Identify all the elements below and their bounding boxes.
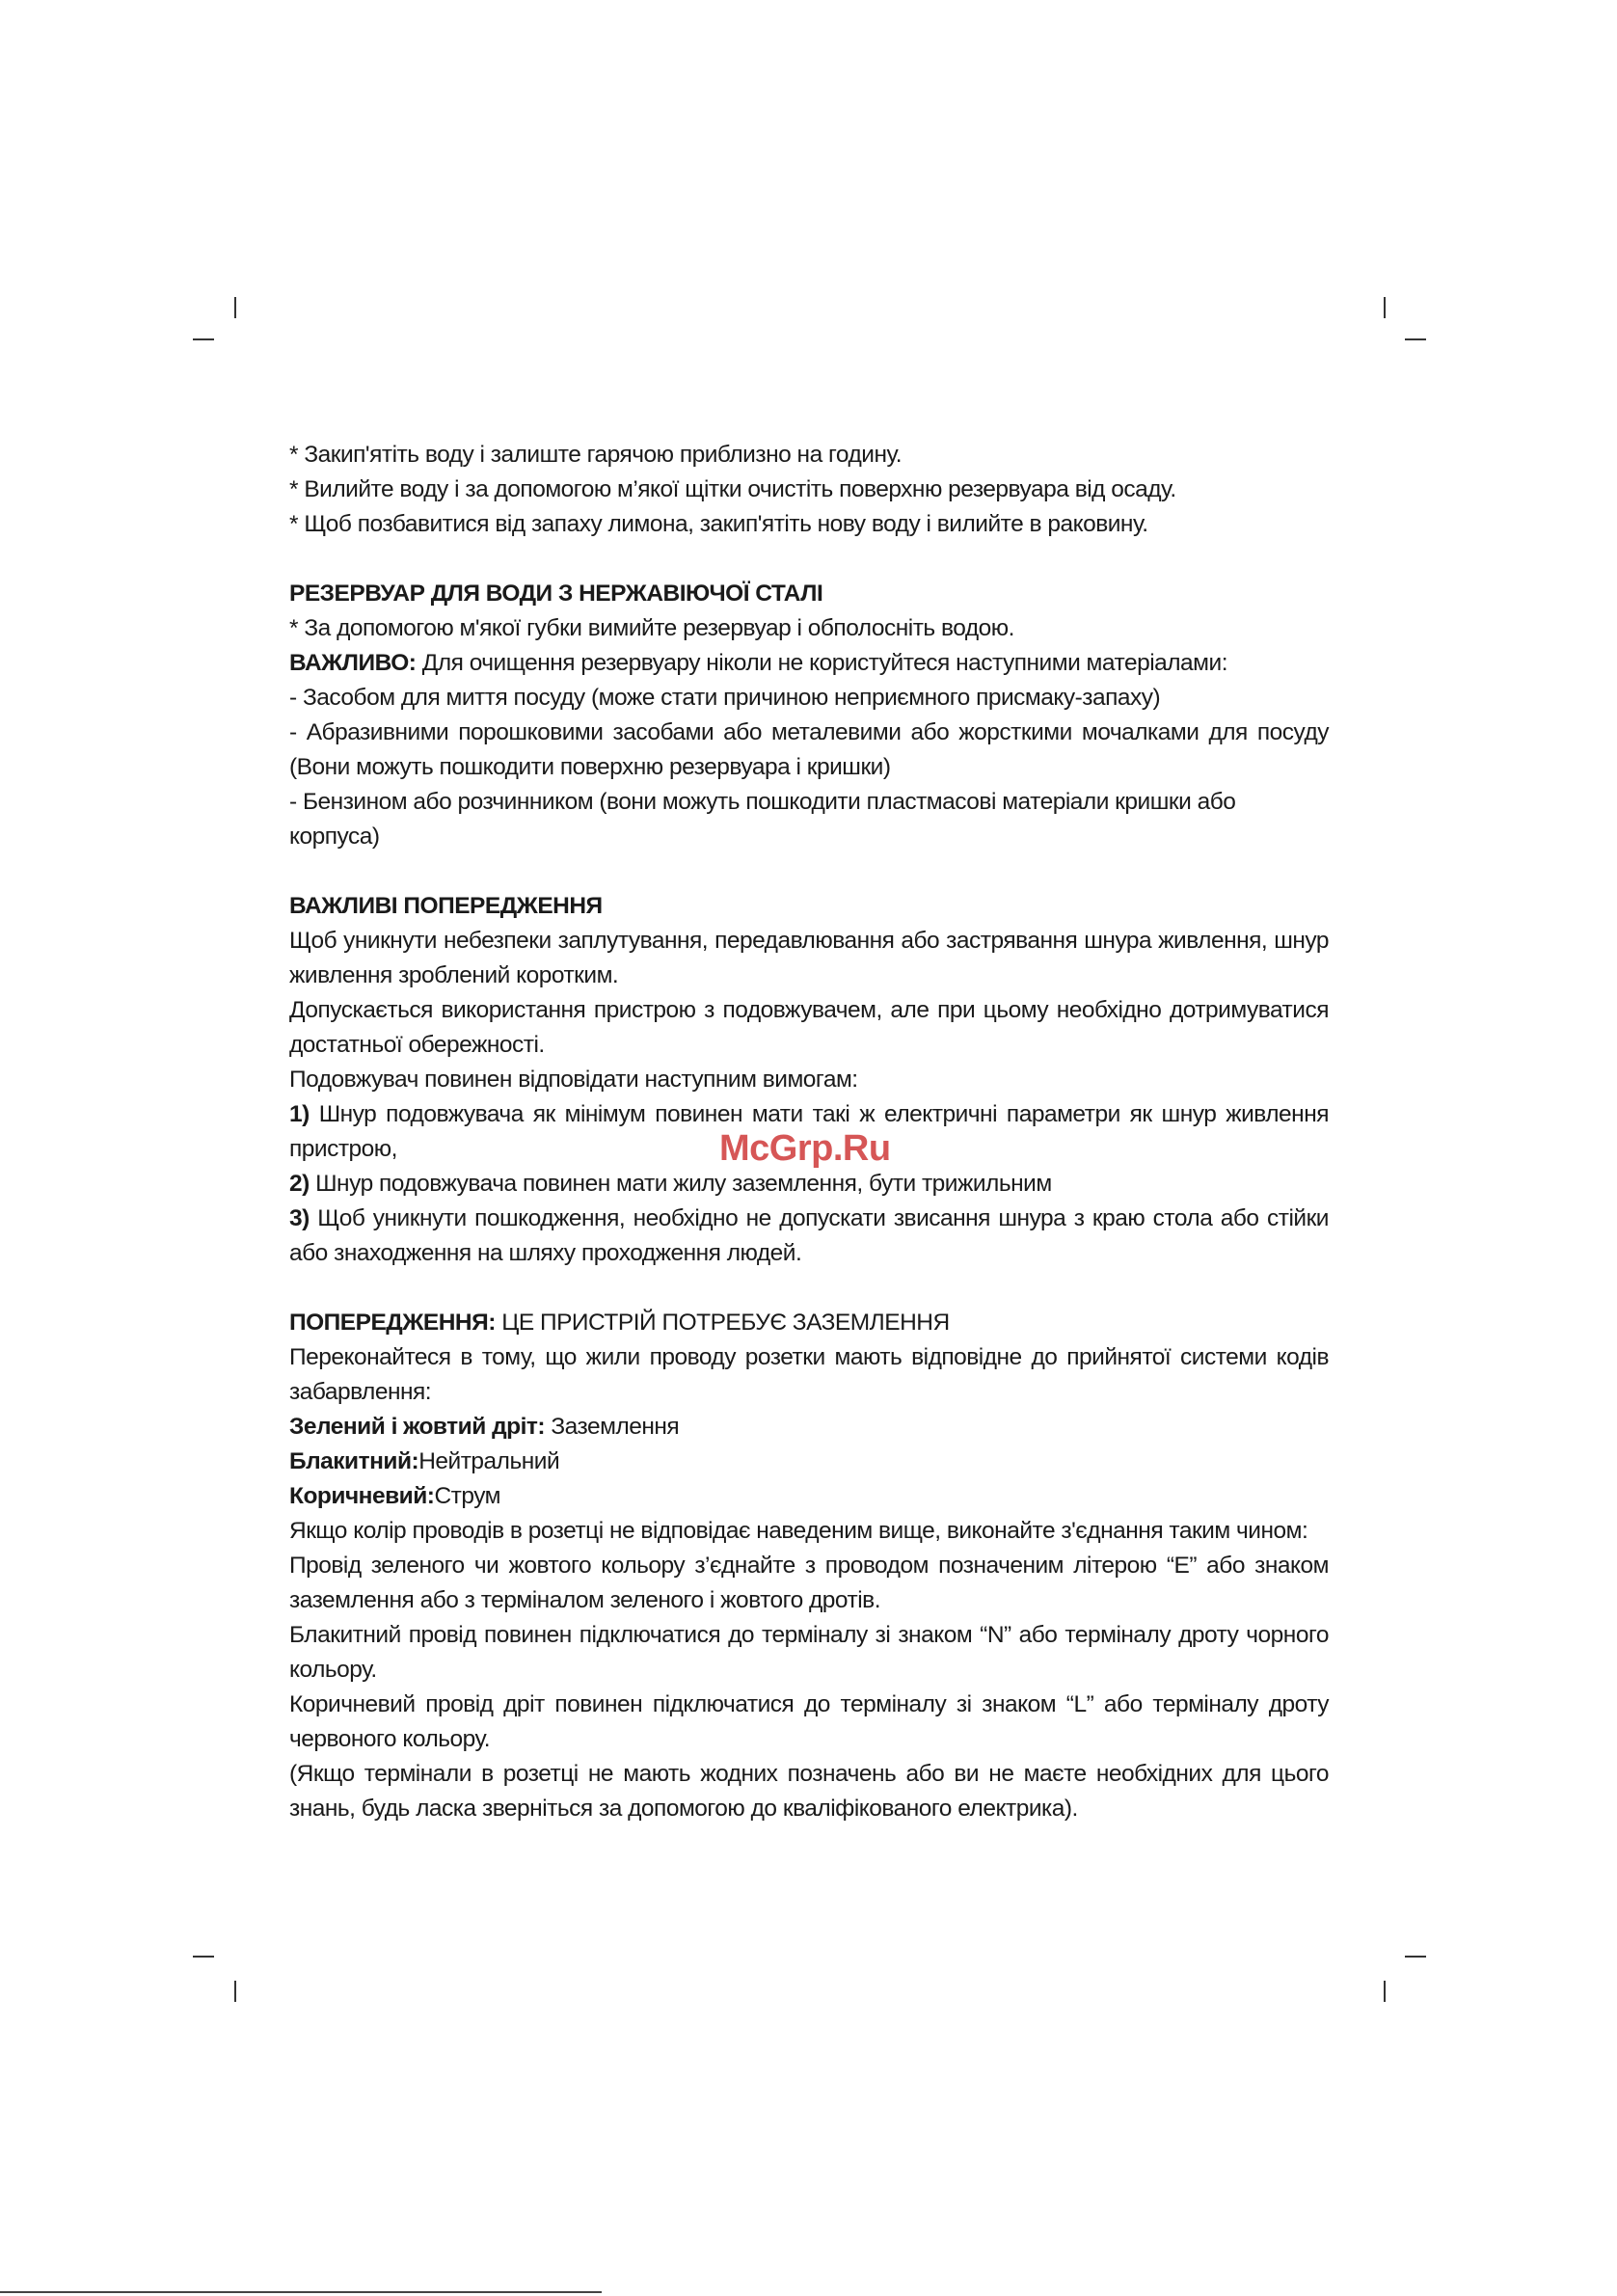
bottom-rule [0,2291,602,2293]
crop-mark-top-left-vertical [234,297,236,318]
watermark: McGrp.Ru [719,1128,891,1169]
warnings-paragraph: Допускається використання пристрою з подовжувачем, але при цьому необхідно дотримуватися достатньої обережності. [289,997,1329,1058]
crop-mark-bottom-right-horizontal [1405,1956,1426,1958]
grounding-paragraph: Коричневий провід дріт повинен підключатися до терміналу зі знаком “L” або терміналу дроту червоного кольору. [289,1691,1329,1752]
warnings-heading: ВАЖЛИВІ ПОПЕРЕДЖЕННЯ [289,893,603,919]
requirement-number: 1) [289,1101,310,1127]
wire-green-label: Зелений і жовтий дріт: [289,1414,546,1440]
requirement-number: 3) [289,1205,310,1231]
warnings-paragraph: Подовжувач повинен відповідати наступним вимогам: [289,1067,858,1093]
intro-bullet: * Вилийте воду і за допомогою м’якої щітки очистіть поверхню резервуара від осаду. [289,476,1176,502]
important-text: Для очищення резервуару ніколи не користуйтеся наступними матеріалами: [416,650,1228,676]
stainless-item: - Абразивними порошковими засобами або металевими або жорсткими мочалками для посуду (Вони можуть пошкодити поверхню резервуара і кришки) [289,719,1329,780]
wire-green [289,1410,1329,1445]
stainless-heading: РЕЗЕРВУАР ДЛЯ ВОДИ З НЕРЖАВІЮЧОЇ СТАЛІ [289,581,823,607]
wire-blue-label: Блакитний: [289,1448,419,1474]
wire-brown-text: Струм [434,1483,501,1509]
stainless-line: * За допомогою м'якої губки вимийте резервуар і обполосніть водою. [289,615,1014,641]
wire-green-text: Заземлення [545,1414,680,1440]
stainless-item: - Бензином або розчинником (вони можуть пошкодити пластмасові матеріали кришки або корпуса) [289,789,1236,850]
grounding-paragraph: (Якщо термінали в розетці не мають жодних позначень або ви не маєте необхідних для цього знань, будь ласка зверніться за допомогою до кваліфікованого електрика). [289,1761,1329,1822]
requirement-text: Шнур подовжувача як мінімум повинен мати такі ж електричні параметри як шнур живлення пристрою, [289,1101,1329,1162]
grounding-paragraph: Блакитний провід повинен підключатися до терміналу зі знаком “N” або терміналу дроту чорного кольору. [289,1622,1329,1683]
grounding-heading [289,1306,1329,1340]
requirement-item [289,1167,1329,1202]
intro-bullet: * Щоб позбавитися від запаху лимона, закип'ятіть нову воду і вилийте в раковину. [289,511,1148,537]
important-label: ВАЖЛИВО: [289,650,417,676]
requirement-text: Щоб уникнути пошкодження, необхідно не допускати звисання шнура з краю стола або стійки або знаходження на шляху проходження людей. [289,1205,1329,1266]
wire-brown-label: Коричневий: [289,1483,435,1509]
intro-bullet: * Закип'ятіть воду і залиште гарячою приблизно на годину. [289,442,903,468]
grounding-paragraph: Провід зеленого чи жовтого кольору з’єднайте з проводом позначеним літерою “E” або знаком заземлення або з терміналом зеленого і жовтого дротів. [289,1553,1329,1613]
wire-blue [289,1445,1329,1479]
requirement-item [289,1202,1329,1271]
grounding-paragraph: Переконайтеся в тому, що жили проводу розетки мають відповідне до прийнятої системи кодів забарвлення: [289,1344,1329,1405]
crop-mark-top-left-horizontal [193,338,214,340]
wire-blue-text: Нейтральний [418,1448,560,1474]
crop-mark-bottom-right-vertical [1384,1981,1386,2002]
requirement-number: 2) [289,1171,310,1197]
requirement-text: Шнур подовжувача повинен мати жилу заземлення, бути трижильним [309,1171,1052,1197]
crop-mark-top-right-horizontal [1405,338,1426,340]
grounding-paragraph: Якщо колір проводів в розетці не відповідає наведеним вище, виконайте з'єднання таким чином: [289,1518,1308,1544]
crop-mark-bottom-left-vertical [234,1981,236,2002]
important-note [289,646,1329,681]
crop-mark-bottom-left-horizontal [193,1956,214,1958]
grounding-heading-bold: ПОПЕРЕДЖЕННЯ: [289,1310,496,1336]
stainless-item: - Засобом для миття посуду (може стати причиною неприємного присмаку-запаху) [289,685,1161,711]
warnings-paragraph: Щоб уникнути небезпеки заплутування, передавлювання або застрявання шнура живлення, шнур живлення зроблений коротким. [289,928,1329,988]
grounding-heading-rest: ЦЕ ПРИСТРІЙ ПОТРЕБУЄ ЗАЗЕМЛЕННЯ [495,1310,950,1336]
crop-mark-top-right-vertical [1384,297,1386,318]
wire-brown [289,1479,1329,1514]
